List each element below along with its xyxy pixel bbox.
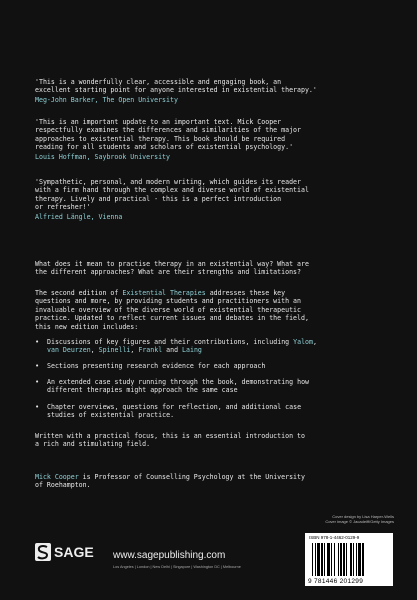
- bullet-marker: •: [35, 378, 40, 386]
- bullet-key-figures: Discussions of key figures and their contributions, including Yalom, van Deurzen, Spinelli, Frankl and Laing: [47, 338, 317, 355]
- barcode-bar: [358, 543, 361, 576]
- barcode-bar: [346, 543, 347, 576]
- sage-s-icon: [35, 543, 51, 561]
- quote-2: 'This is an important update to an important text. Mick Cooper respectfully examines the differences and similarities of the major approaches to existential therapy. This book should be required reading for all students and scholars of existential psychology.': [35, 118, 301, 152]
- sage-logo: [35, 543, 94, 561]
- quote-3-attribution: Alfried Längle, Vienna: [35, 213, 123, 221]
- barcode-bar: [315, 543, 316, 576]
- barcode-bar: [327, 543, 330, 576]
- edition-paragraph: The second edition of Existential Therapies addresses these key questions and more, by providing students and practitioners with an invaluable overview of the diverse world of existential therapeutic practice. Updated to reflect current issues and debates in the field, this new edition includes:: [35, 289, 309, 331]
- barcode-bar: [340, 543, 342, 576]
- isbn-text: ISBN 978-1-4462-0129-9: [309, 535, 360, 540]
- name-spinelli: Spinelli: [98, 346, 131, 355]
- quote-1: 'This is a wonderfully clear, accessible and engaging book, an excellent starting point for anyone interested in existential therapy.': [35, 78, 317, 95]
- barcode-bar: [334, 543, 335, 576]
- sage-wordmark: SAGE: [54, 544, 94, 560]
- barcode-bar: [312, 543, 313, 576]
- barcode-bar: [356, 543, 357, 576]
- quote-3: 'Sympathetic, personal, and modern writing, which guides its reader with a firm hand through the complex and diverse world of existential therapy. Lively and practical - this is a perfect introduction or refresher!': [35, 178, 309, 212]
- barcode-bar: [321, 543, 323, 576]
- bullet-marker: •: [35, 338, 40, 346]
- publisher-url: www.sagepublishing.com: [113, 550, 226, 561]
- quote-2-attribution: Louis Hoffman, Saybrook University: [35, 153, 170, 161]
- name-yalom: Yalom: [293, 338, 313, 346]
- bullet-marker: •: [35, 362, 40, 370]
- publisher-cities: Los Angeles | London | New Delhi | Singapore | Washington DC | Melbourne: [113, 565, 241, 569]
- book-title: Existential Therapies: [122, 289, 206, 297]
- bullet-marker: •: [35, 403, 40, 411]
- closing-paragraph: Written with a practical focus, this is an essential introduction to a rich and stimulating field.: [35, 432, 305, 449]
- barcode-bar: [343, 543, 345, 576]
- barcode: [305, 533, 393, 586]
- barcode-bar: [324, 543, 325, 576]
- name-frankl: Frankl: [138, 346, 163, 355]
- name-van-deurzen: van Deurzen: [47, 346, 91, 355]
- barcode-bars: [311, 543, 391, 576]
- barcode-bar: [317, 543, 320, 576]
- barcode-bar: [350, 543, 352, 576]
- author-bio: Mick Cooper is Professor of Counselling Psychology at the University of Roehampton.: [35, 473, 305, 490]
- author-name: Mick Cooper: [35, 473, 79, 481]
- barcode-digits: 9 781446 201299: [308, 578, 364, 585]
- name-laing: Laing: [182, 346, 202, 355]
- bullet-case-study: An extended case study running through the book, demonstrating how different therapies might approach the same case: [47, 378, 310, 395]
- intro-paragraph: What does it mean to practise therapy in an existential way? What are the different approaches? What are their strengths and limitations?: [35, 260, 309, 277]
- barcode-bar: [353, 543, 354, 576]
- barcode-bar: [338, 543, 339, 576]
- bullet-chapter-overviews: Chapter overviews, questions for reflection, and additional case studies of existential practice.: [47, 403, 302, 420]
- quote-1-attribution: Meg-John Barker, The Open University: [35, 96, 178, 104]
- barcode-bar: [331, 543, 332, 576]
- bullet-research: Sections presenting research evidence for each approach: [47, 362, 266, 370]
- cover-credits: Cover design by Lisa Harper-Wells Cover image © Jacadeiff/Getty Images: [325, 514, 394, 524]
- barcode-bar: [362, 543, 364, 576]
